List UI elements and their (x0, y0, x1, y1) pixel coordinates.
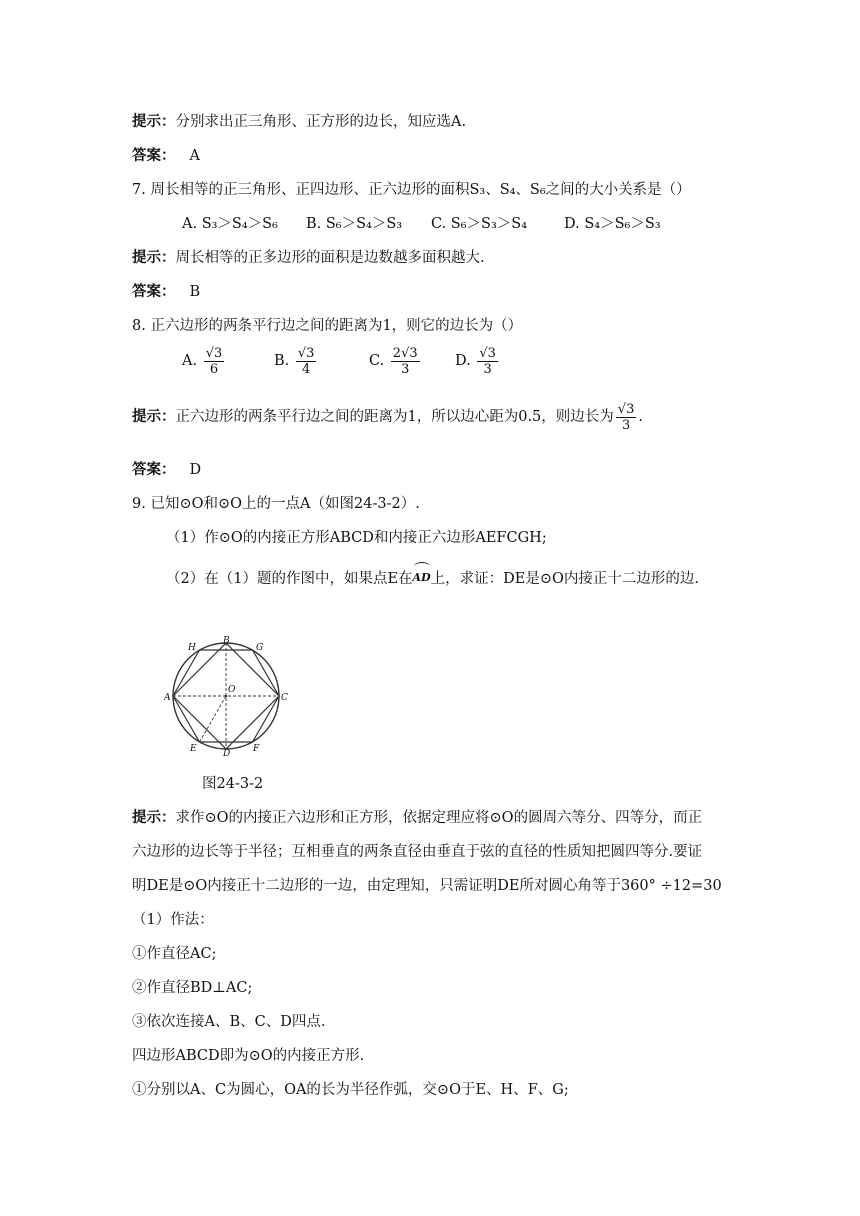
hint-text: 求作⊙O的内接正六边形和正方形，依据定理应将⊙O的圆周六等分、四等分，而正 (175, 810, 703, 826)
question-8: 8. 正六边形的两条平行边之间的距离为1，则它的边长为（） (132, 318, 523, 334)
label-d: D (223, 749, 231, 756)
answer-label: 答案： (132, 148, 176, 164)
q7-option-a: A. S₃＞S₄＞S₆ (182, 216, 278, 232)
q8-option-a (182, 344, 274, 378)
q8-option-c (369, 344, 455, 378)
answer-7 (132, 282, 200, 302)
hint-label: 提示： (132, 114, 176, 130)
step-1: ①作直径AC; (132, 946, 217, 962)
question-7-options (182, 214, 661, 234)
question-7: 7. 周长相等的正三角形、正四边形、正六边形的面积S₃、S₄、S₆之间的大小关系是（） (132, 182, 691, 198)
option-label: C. (369, 353, 385, 369)
fraction-denominator: 3 (621, 417, 631, 433)
label-e: E (190, 744, 197, 754)
hint-9-line-2: 六边形的边长等于半径；互相垂直的两条直径由垂直于弦的直径的性质知把圆四等分.要证 (132, 844, 703, 860)
q7-option-b: B. S₆＞S₄＞S₃ (306, 216, 403, 232)
q8-option-d (455, 344, 500, 378)
option-label: D. (455, 353, 471, 369)
hint-line-6 (132, 112, 466, 132)
question-8-options (182, 344, 500, 378)
answer-value: A (189, 148, 200, 164)
question-9: 9. 已知⊙O和⊙O上的一点A（如图24-3-2）. (132, 496, 420, 512)
fraction-denominator: 3 (401, 361, 410, 377)
arc-ad-label: AD (413, 568, 431, 588)
hint-8: 提示：正六边形的两条平行边之间的距离为1，所以边心距为0.5，则边长为 $\frac{√3}{3}$ . (132, 401, 643, 433)
answer-value: D (189, 462, 202, 478)
part-2-text-start: （2）在（1）题的作图中，如果点E在 (166, 571, 413, 587)
hint-label: 提示： (132, 409, 176, 425)
label-h: H (188, 643, 196, 653)
hint-text: 分别求出正三角形、正方形的边长，知应选A. (175, 114, 467, 130)
question-9-part-1: （1）作⊙O的内接正方形ABCD和内接正六边形AEFCGH; (166, 530, 547, 546)
fraction-numerator: √3 (617, 401, 635, 417)
hint-9-line-1 (132, 808, 702, 828)
hint-label: 提示： (132, 810, 176, 826)
step-3: ③依次连接A、B、C、D四点. (132, 1014, 326, 1030)
solution-heading: （1）作法： (132, 912, 214, 928)
fraction-numerator: √3 (297, 345, 315, 361)
center-o-point (225, 695, 228, 698)
figure-caption: 图24-3-2 (202, 776, 264, 792)
option-label: A. (182, 353, 198, 369)
step-conclusion: 四边形ABCD即为⊙O的内接正方形. (132, 1048, 365, 1064)
step-hexagon-1: ①分别以A、C为圆心，OA的长为半径作弧，交⊙O于E、H、F、G; (132, 1082, 569, 1098)
answer-line-6 (132, 146, 200, 166)
question-9-part-2 (166, 568, 699, 589)
label-a: A (164, 693, 171, 703)
label-b: B (223, 636, 230, 646)
label-g: G (256, 643, 264, 653)
hint-9-line-3: 明DE是⊙O内接正十二边形的一边，由定理知，只需证明DE所对圆心角等于360° ÷12=30 (132, 878, 722, 894)
figure-24-3-2 (164, 634, 292, 756)
label-o: O (228, 685, 236, 695)
q7-option-d: D. S₄＞S₆＞S₃ (564, 216, 661, 232)
step-2: ②作直径BD⊥AC; (132, 980, 253, 996)
fraction-denominator: 3 (483, 361, 492, 377)
label-f: F (253, 744, 260, 754)
answer-8 (132, 460, 201, 480)
q7-option-c: C. S₆＞S₃＞S₄ (431, 216, 528, 232)
answer-label: 答案： (132, 284, 176, 300)
fraction-numerator: √3 (205, 345, 223, 361)
hint-text: 周长相等的正多边形的面积是边数越多面积越大. (175, 250, 485, 266)
answer-label: 答案： (132, 462, 176, 478)
fraction-numerator: √3 (479, 345, 496, 361)
hint-7 (132, 248, 485, 268)
hint-text: 正六边形的两条平行边之间的距离为1，所以边心距为0.5，则边长为 (175, 409, 614, 425)
answer-value: B (189, 284, 201, 300)
hint-label: 提示： (132, 250, 176, 266)
part-2-text-end: 上，求证：DE是⊙O内接正十二边形的边. (430, 571, 699, 587)
option-label: B. (274, 353, 290, 369)
fraction-denominator: 4 (302, 361, 311, 377)
fraction-denominator: 6 (209, 361, 219, 377)
q8-option-b (274, 344, 369, 378)
label-c: C (281, 693, 288, 703)
fraction-numerator: 2√3 (392, 345, 418, 361)
